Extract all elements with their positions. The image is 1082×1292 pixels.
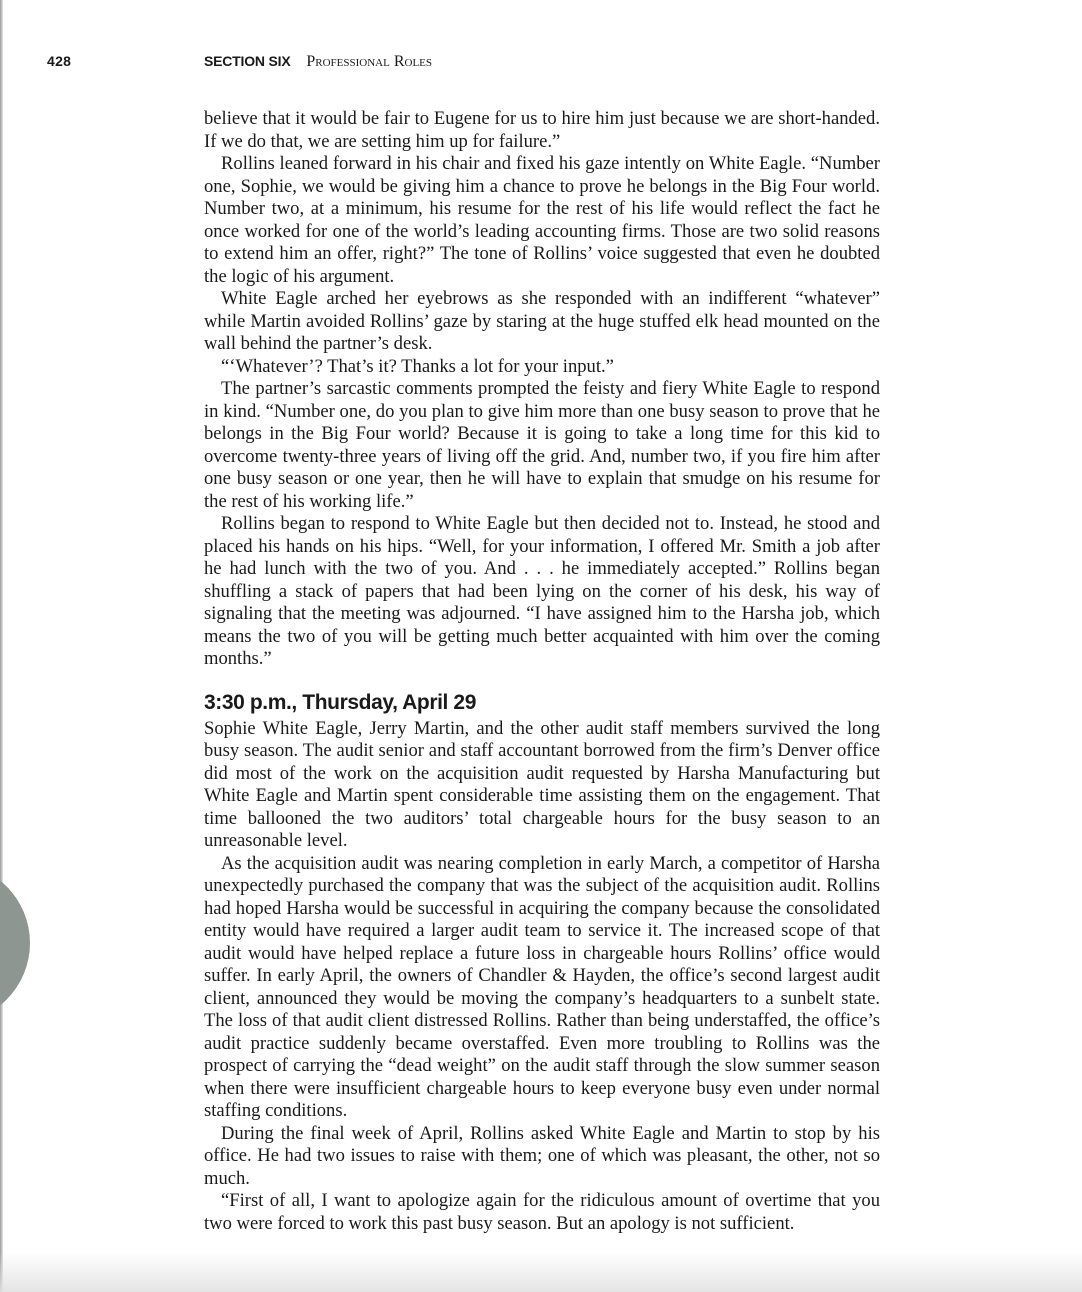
page-edge-shadow [0,0,3,1292]
section-title: Professional Roles [306,53,433,70]
body-text [204,108,880,1235]
section-label: SECTION SIX [204,53,291,69]
page-bottom-shadow [0,1252,1082,1292]
paragraph: believe that it would be fair to Eugene for us to hire him just because we are short-handed. If we do that, we are setting him up for failure.” [204,108,880,152]
paragraph: Rollins began to respond to White Eagle but then decided not to. Instead, he stood and placed his hands on his hips. “Well, for your information, I offered Mr. Smith a job after he had lunch with the two of you. And . . . he immediately accepted.” Rollins began shuffling a stack of papers that had been lying on the corner of his desk, his way of signaling that the meeting was adjourned. “I have assigned him to the Harsha job, which means the two of you will be getting much better acquainted with him over the coming months.” [204,513,880,669]
paragraph: During the final week of April, Rollins asked White Eagle and Martin to stop by his office. He had two issues to raise with them; one of which was pleasant, the other, not so much. [204,1122,880,1189]
paragraph: White Eagle arched her eyebrows as she responded with an indifferent “whatever” while Martin avoided Rollins’ gaze by staring at the huge stuffed elk head mounted on the wall behind the partner’s desk. [204,288,880,354]
thumb-tab-disc [0,863,30,1023]
page-number: 428 [47,53,72,69]
running-head [204,53,432,71]
paragraph: The partner’s sarcastic comments prompted the feisty and fiery White Eagle to respond in kind. “Number one, do you plan to give him more than one busy season to prove that he belongs in the Big Four world? Because it is going to take a long time for this kid to overcome twenty-three years of living off the grid. And, number two, if you fire him after one busy season or one year, then he will have to explain that smudge on his resume for the rest of his working life.” [204,378,880,512]
section-heading: 3:30 p.m., Thursday, April 29 [204,690,476,714]
paragraph: “First of all, I want to apologize again for the ridiculous amount of overtime that you two were forced to work this past busy season. But an apology is not sufficient. [204,1190,880,1234]
paragraph: “‘Whatever’? That’s it? Thanks a lot for your input.” [221,355,614,377]
paragraph: As the acquisition audit was nearing completion in early March, a competitor of Harsha unexpectedly purchased the company that was the subject of the acquisition audit. Rollins had hoped Harsha would be successful in acquiring the company because the consolidated entity would have required a larger audit team to service it. The increased scope of that audit would have helped replace a future loss in chargeable hours Rollins’ office would suffer. In early April, the owners of Chandler & Hayden, the office’s second largest audit client, announced they would be moving the company’s headquarters to a sunbelt state. The loss of that audit client distressed Rollins. Rather than being understaffed, the office’s audit practice suddenly became overstaffed. Even more troubling to Rollins was the prospect of carrying the “dead weight” on the audit staff through the slow summer season when there were insufficient chargeable hours to keep everyone busy even under normal staffing conditions. [204,852,880,1121]
paragraph: Rollins leaned forward in his chair and fixed his gaze intently on White Eagle. “Number one, Sophie, we would be giving him a chance to prove he belongs in the Big Four world. Number two, at a minimum, his resume for the rest of his life would reflect the fact he once worked for one of the world’s leading accounting firms. Those are two solid reasons to extend him an offer, right?” The tone of Rollins’ voice suggested that even he doubted the logic of his argument. [204,153,880,287]
section-thumb-tab [0,848,40,1038]
paragraph: Sophie White Eagle, Jerry Martin, and the other audit staff members survived the long busy season. The audit senior and staff accountant borrowed from the firm’s Denver office did most of the work on the acquisition audit requested by Harsha Manufacturing but White Eagle and Martin spent considerable time assisting them on the engagement. That time ballooned the two auditors’ total chargeable hours for the busy season to an unreasonable level. [204,717,880,851]
